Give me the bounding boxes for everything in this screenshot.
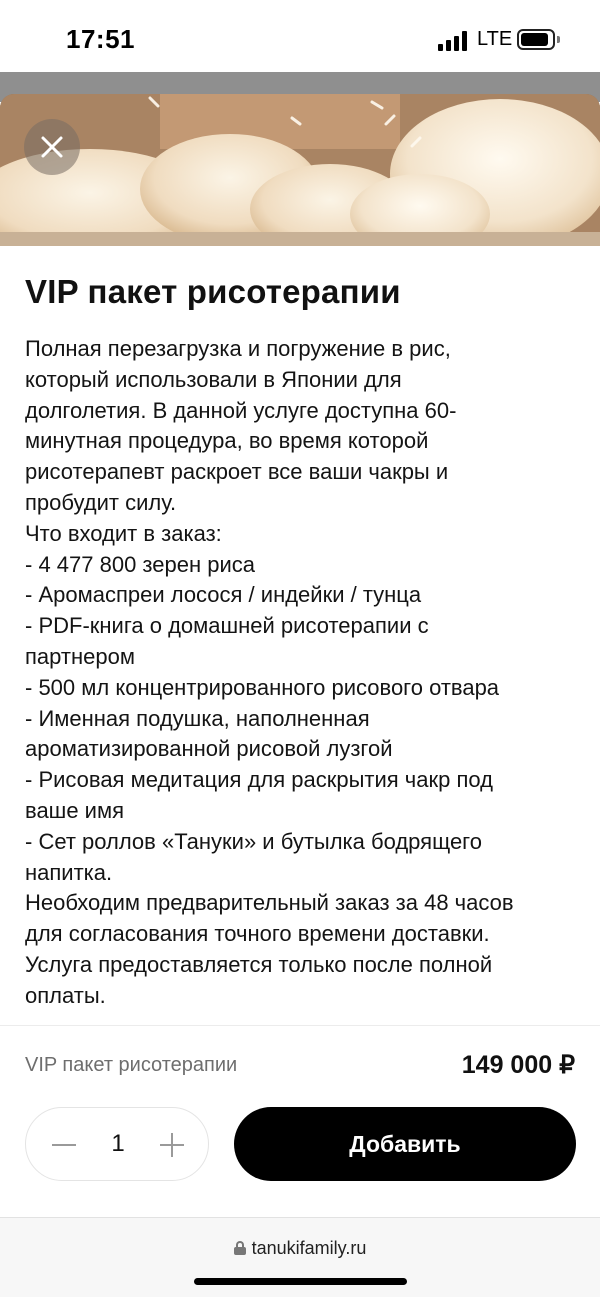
- close-icon: [40, 135, 64, 159]
- url-display[interactable]: [0, 1238, 600, 1259]
- home-indicator[interactable]: [194, 1278, 407, 1285]
- quantity-value: 1: [111, 1130, 125, 1157]
- battery-icon: [517, 29, 555, 50]
- description-line: - 4 477 800 зерен риса: [25, 551, 255, 577]
- description-line: оплаты.: [25, 982, 106, 1008]
- description-line: долголетия. В данной услуге доступна 60-: [25, 397, 457, 423]
- description-line: который использовали в Японии для: [25, 366, 402, 392]
- status-bar: [0, 0, 600, 72]
- network-type: LTE: [477, 28, 513, 50]
- description-line: партнером: [25, 643, 135, 669]
- lock-icon: [234, 1241, 246, 1255]
- description-line: пробудит силу.: [25, 489, 177, 515]
- product-description: [25, 334, 585, 1012]
- description-line: - Именная подушка, наполненная: [25, 705, 370, 731]
- divider: [0, 1025, 600, 1026]
- description-line: Необходим предварительный заказ за 48 часов: [25, 890, 514, 916]
- description-line: ароматизированной рисовой лузгой: [25, 736, 393, 762]
- battery-tip: [557, 36, 560, 43]
- product-title: VIP пакет рисотерапии: [25, 273, 401, 310]
- description-line: - Аромаспреи лосося / индейки / тунца: [25, 582, 422, 608]
- description-line: - 500 мл концентрированного рисового отвара: [25, 674, 500, 700]
- browser-address-bar[interactable]: [0, 1217, 600, 1297]
- rice-illustration: [0, 94, 600, 246]
- summary-product-name: VIP пакет рисотерапии: [25, 1054, 238, 1076]
- summary-price: 149 000 ₽: [461, 1051, 575, 1079]
- description-line: ваше имя: [25, 797, 124, 823]
- status-time: 17:51: [66, 24, 135, 54]
- close-button[interactable]: [24, 119, 80, 175]
- description-line: Полная перезагрузка и погружение в рис,: [25, 336, 451, 361]
- description-line: Что входит в заказ:: [25, 520, 222, 546]
- battery-level: [521, 33, 548, 46]
- description-line: Услуга предоставляется только после полной: [25, 951, 493, 977]
- quantity-stepper: [25, 1107, 209, 1181]
- signal-strength-icon: [438, 31, 468, 51]
- description-line: минутная процедура, во время которой: [25, 428, 429, 454]
- description-line: для согласования точного времени доставки.: [25, 921, 490, 947]
- description-line: - Сет роллов «Тануки» и бутылка бодрящего: [25, 828, 482, 854]
- plus-icon[interactable]: [160, 1133, 184, 1157]
- url-text: tanukifamily.ru: [251, 1238, 367, 1258]
- description-line: рисотерапевт раскроет все ваши чакры и: [25, 459, 449, 485]
- add-to-cart-button[interactable]: Добавить: [234, 1107, 576, 1181]
- description-line: - PDF-книга о домашней рисотерапии с: [25, 613, 429, 639]
- description-line: - Рисовая медитация для раскрытия чакр под: [25, 767, 493, 793]
- description-line: напитка.: [25, 859, 113, 885]
- product-image: [0, 94, 600, 246]
